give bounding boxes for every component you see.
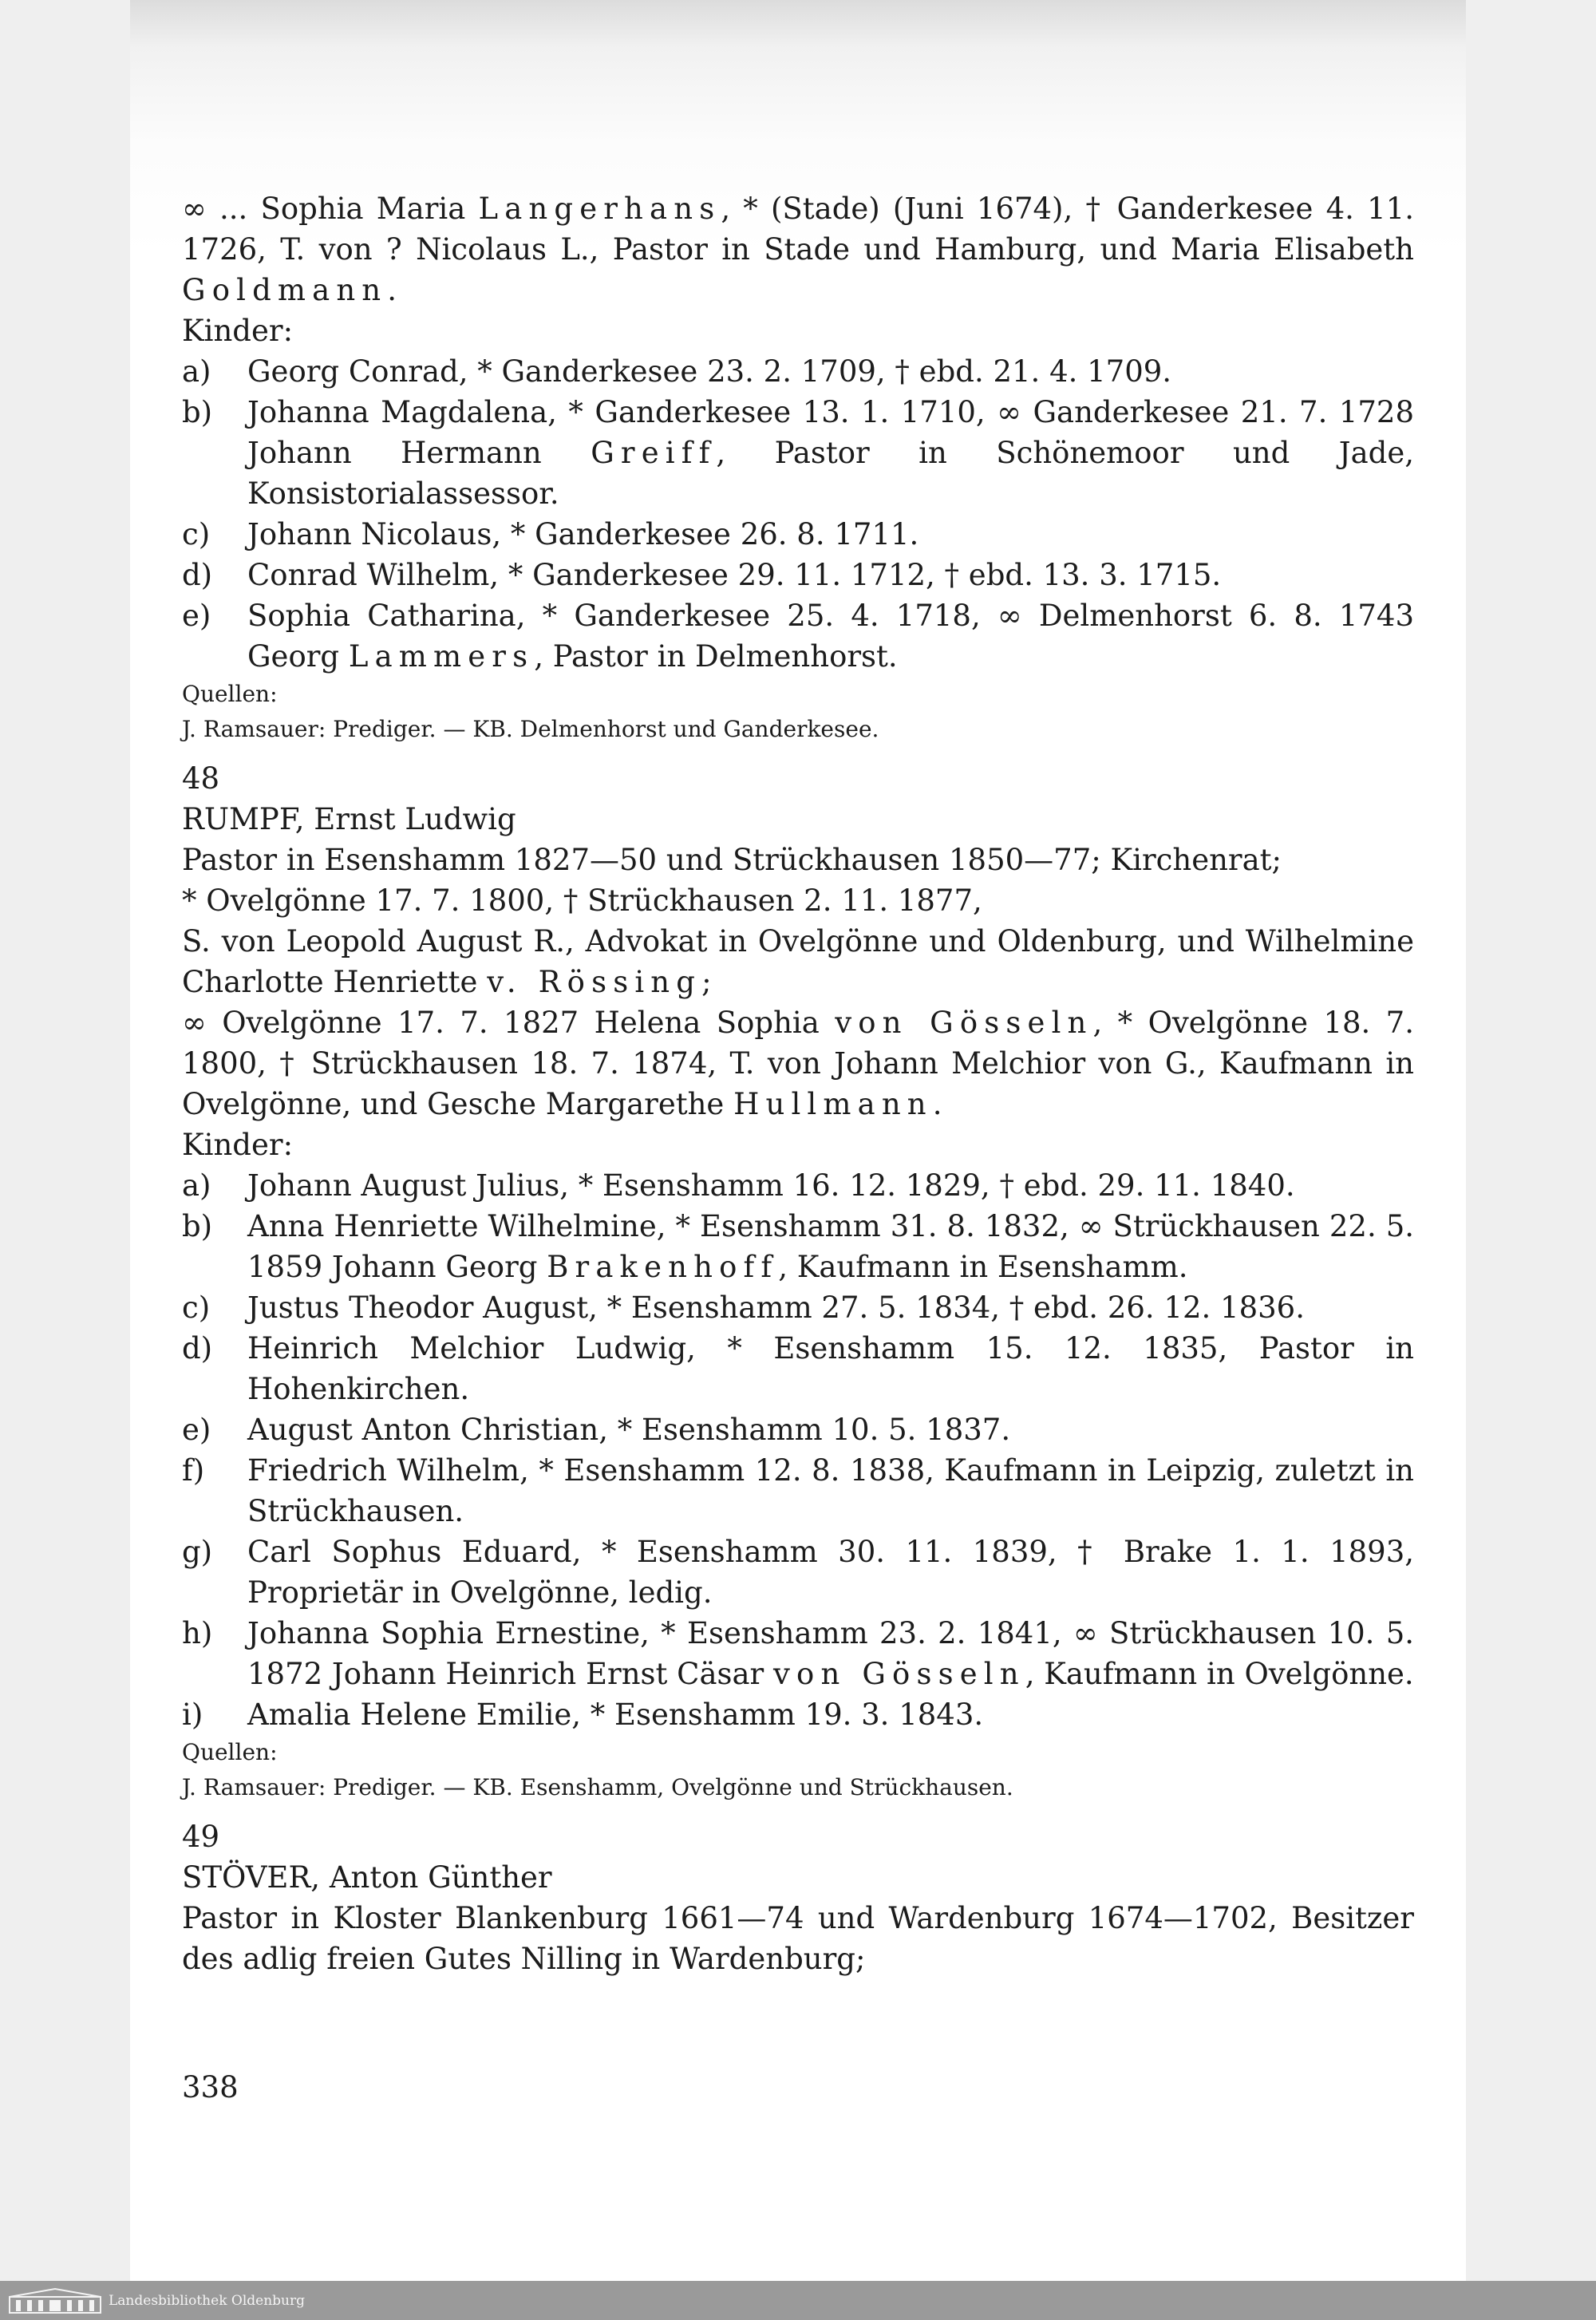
list-item-text: Anna Henriette Wilhelmine, * Esenshamm 31. 8. 1832, ∞ Strückhausen 22. 5. 1859 Johann Georg Brakenhoff, Kaufmann in Esenshamm. (247, 1209, 1414, 1284)
list-item-text: Carl Sophus Eduard, * Esenshamm 30. 11. 1839, † Brake 1. 1. 1893, Proprietär in Ovelgönne, ledig. (247, 1535, 1414, 1610)
paragraph: Kinder: (182, 1128, 294, 1162)
list-item (182, 514, 1414, 555)
list-item (182, 1613, 1414, 1694)
list-item-text: Sophia Catharina, * Ganderkesee 25. 4. 1718, ∞ Delmenhorst 6. 8. 1743 Georg Lammers, Pastor in Delmenhorst. (247, 599, 1414, 674)
library-name: Landesbibliothek Oldenburg (109, 2292, 306, 2309)
paragraph: ∞ ... Sophia Maria Langerhans, * (Stade) (Juni 1674), † Ganderkesee 4. 11. 1726, T. von ? Nicolaus L., Pastor in Stade und Hamburg, und Maria Elisabeth Goldmann. (182, 192, 1414, 307)
list-item-text: Georg Conrad, * Ganderkesee 23. 2. 1709, † ebd. 21. 4. 1709. (247, 354, 1172, 389)
spaced-name: von Gösseln (835, 1006, 1093, 1040)
spaced-name: Greiff (591, 436, 717, 470)
list-item-label: c) (182, 517, 211, 551)
list-item (182, 392, 1414, 514)
scan-margin-right (1466, 0, 1596, 2281)
spaced-name: Lammers (348, 639, 535, 674)
paragraph: * Ovelgönne 17. 7. 1800, † Strückhausen 2. 11. 1877, (182, 883, 982, 918)
source-line: Quellen: (182, 681, 278, 707)
paragraph: Pastor in Esenshamm 1827—50 und Strückhausen 1850—77; Kirchenrat; (182, 843, 1282, 877)
list-item (182, 1206, 1414, 1287)
list-item-text: Johanna Magdalena, * Ganderkesee 13. 1. 1710, ∞ Ganderkesee 21. 7. 1728 Johann Hermann Greiff, Pastor in Schönemoor und Jade, Konsistorialassessor. (247, 395, 1414, 511)
list-item-text: Johann August Julius, * Esenshamm 16. 12. 1829, † ebd. 29. 11. 1840. (247, 1168, 1295, 1203)
scan-margin-left (0, 0, 130, 2281)
list-item-label: a) (182, 354, 211, 389)
paragraph: Pastor in Kloster Blankenburg 1661—74 und Wardenburg 1674—1702, Besitzer des adlig freien Gutes Nilling in Wardenburg; (182, 1901, 1414, 1976)
footer-bar (0, 2281, 1596, 2320)
entry-number: 49 (182, 1820, 220, 1854)
entry-number: 48 (182, 761, 220, 796)
list-item-text: Johann Nicolaus, * Ganderkesee 26. 8. 1711. (247, 517, 919, 551)
paragraph: S. von Leopold August R., Advokat in Ovelgönne und Oldenburg, und Wilhelmine Charlotte Henriette v. Rössing; (182, 924, 1414, 999)
list-item-label: e) (182, 599, 211, 633)
list-item-label: g) (182, 1535, 213, 1569)
paragraph: ∞ Ovelgönne 17. 7. 1827 Helena Sophia von Gösseln, * Ovelgönne 18. 7. 1800, † Strückhausen 18. 7. 1874, T. von Johann Melchior von G., Kaufmann in Ovelgönne, und Gesche Margarethe Hullmann. (182, 1006, 1414, 1121)
spaced-name: von Gösseln (773, 1657, 1025, 1691)
list-item-label: d) (182, 558, 213, 592)
list-item (182, 1450, 1414, 1532)
spaced-name: v. Rössing (487, 965, 702, 999)
page-number: 338 (182, 2070, 239, 2105)
source-line: J. Ramsauer: Prediger. — KB. Delmenhorst und Ganderkesee. (182, 716, 879, 742)
list-item-text: Justus Theodor August, * Esenshamm 27. 5. 1834, † ebd. 26. 12. 1836. (247, 1290, 1305, 1325)
list-item-text: Amalia Helene Emilie, * Esenshamm 19. 3. 1843. (247, 1698, 984, 1732)
source-line: J. Ramsauer: Prediger. — KB. Esenshamm, Ovelgönne und Strückhausen. (182, 1774, 1013, 1800)
list-item-label: f) (182, 1453, 205, 1488)
list-item-text: Conrad Wilhelm, * Ganderkesee 29. 11. 1712, † ebd. 13. 3. 1715. (247, 558, 1222, 592)
spaced-name: Goldmann (182, 273, 388, 307)
list-item (182, 1409, 1414, 1450)
list-item-label: h) (182, 1616, 213, 1650)
list-item (182, 1287, 1414, 1328)
list-item-label: b) (182, 1209, 213, 1243)
list-item (182, 595, 1414, 677)
spaced-name: Langerhans (478, 192, 721, 226)
list-item (182, 555, 1414, 595)
page-text (182, 188, 1414, 1979)
list-item (182, 1532, 1414, 1613)
list-item-text: Friedrich Wilhelm, * Esenshamm 12. 8. 1838, Kaufmann in Leipzig, zuletzt in Strückhausen. (247, 1453, 1414, 1528)
list-item (182, 1328, 1414, 1409)
spaced-name: Hullmann (733, 1087, 933, 1121)
paragraph: RUMPF, Ernst Ludwig (182, 802, 516, 836)
list-item-text: Heinrich Melchior Ludwig, * Esenshamm 15. 12. 1835, Pastor in Hohenkirchen. (247, 1331, 1414, 1406)
spaced-name: Brakenhoff (547, 1250, 779, 1284)
paragraph: STÖVER, Anton Günther (182, 1860, 552, 1895)
list-item-label: c) (182, 1290, 211, 1325)
list-item (182, 1694, 1414, 1735)
list-item-label: e) (182, 1413, 211, 1447)
list-item (182, 1165, 1414, 1206)
library-building-icon (8, 2287, 102, 2314)
source-line: Quellen: (182, 1739, 278, 1765)
paragraph: Kinder: (182, 314, 294, 348)
list-item-label: i) (182, 1698, 203, 1732)
list-item-label: d) (182, 1331, 213, 1366)
list-item (182, 351, 1414, 392)
list-item-text: August Anton Christian, * Esenshamm 10. 5. 1837. (247, 1413, 1011, 1447)
list-item-label: b) (182, 395, 213, 429)
list-item-text: Johanna Sophia Ernestine, * Esenshamm 23. 2. 1841, ∞ Strückhausen 10. 5. 1872 Johann Heinrich Ernst Cäsar von Gösseln, Kaufmann in Ovelgönne. (247, 1616, 1414, 1691)
list-item-label: a) (182, 1168, 211, 1203)
